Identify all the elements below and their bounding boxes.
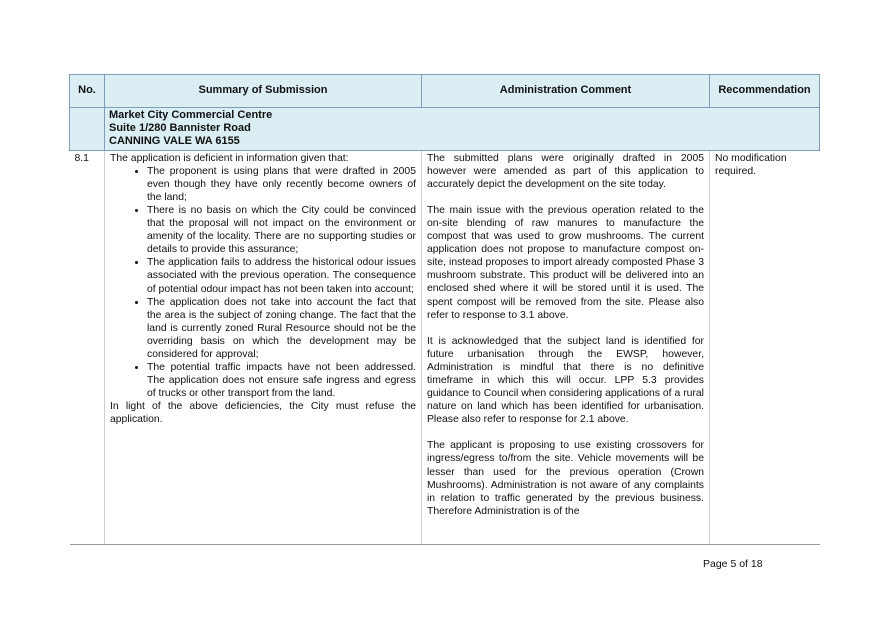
- row-number: 8.1: [70, 150, 105, 544]
- submitter-name: Market City Commercial Centre: [109, 109, 273, 121]
- recommendation-cell: [710, 150, 820, 544]
- comment-cell: [422, 150, 710, 544]
- table-row: [70, 150, 820, 544]
- comment-paragraph: The applicant is proposing to use existing crossovers for ingress/egress to/from the site. Vehicle movements will be lesser than used for the previous operation (Crown Mushrooms). Administration is not aware of any complaints in relation to traffic generated by the previous business. Therefore Administration is of the: [427, 440, 704, 517]
- header-recommendation: Recommendation: [710, 75, 820, 108]
- recommendation-text: No modification required.: [715, 152, 787, 177]
- submitter-address: [105, 108, 820, 151]
- submitter-street: Suite 1/280 Bannister Road: [109, 122, 251, 135]
- summary-point: • The application fails to address the historical odour issues associated with the previous operation. The consequence of potential odour impact has not been taken into account;: [147, 256, 416, 295]
- submissions-table: [69, 74, 820, 545]
- comment-paragraph: The submitted plans were originally drafted in 2005 however were amended as part of this application to accurately depict the development on the site today.: [427, 152, 704, 190]
- summary-intro: The application is deficient in information given that:: [110, 152, 349, 164]
- summary-point: • There is no basis on which the City could be convinced that the proposal will not impact on the environment or amenity of the locality. There are no supporting studies or details to provide this assurance;: [147, 204, 416, 256]
- comment-paragraph: It is acknowledged that the subject land is identified for future urbanisation through the EWSP, however, Administration is mindful that there is no definitive timeframe in which this will occur. LPP 5.3 provides guidance to Council when considering applications of a rural nature on land which has been identified for urbanisation. Please also refer to response for 2.1 above.: [427, 335, 704, 426]
- page-number: Page 5 of 18: [703, 558, 763, 570]
- summary-points: [110, 165, 416, 401]
- comment-paragraph: The main issue with the previous operation related to the on-site blending of raw manures to manufacture the compost that was used to grow mushrooms. The current application does not propose to manufacture compost on-site, instead proposes to import already composted Phase 3 mushroom substrate. This product will be delivered into an enclosed shed where it will be stored until it is used. The spent compost will be removed from the site. Please also refer to response to 3.1 above.: [427, 204, 704, 321]
- header-no: No.: [70, 75, 105, 108]
- summary-conclusion: In light of the above deficiencies, the City must refuse the application.: [110, 401, 416, 426]
- summary-point: • The application does not take into account the fact that the area is the subject of zoning change. The fact that the land is currently zoned Rural Resource should not be the overriding basis on which the development may be considered for approval;: [147, 296, 416, 361]
- submitter-row: [70, 108, 820, 151]
- header-comment: Administration Comment: [422, 75, 710, 108]
- submitter-suburb: CANNING VALE WA 6155: [109, 135, 240, 148]
- submitter-no-cell: [70, 108, 105, 151]
- summary-cell: [105, 150, 422, 544]
- summary-point: • The proponent is using plans that were drafted in 2005 even though they have only recently become owners of the land;: [147, 165, 416, 204]
- table-header-row: [70, 75, 820, 108]
- summary-point: • The potential traffic impacts have not been addressed. The application does not ensure safe ingress and egress of trucks or other transport from the land.: [147, 361, 416, 400]
- header-summary: Summary of Submission: [105, 75, 422, 108]
